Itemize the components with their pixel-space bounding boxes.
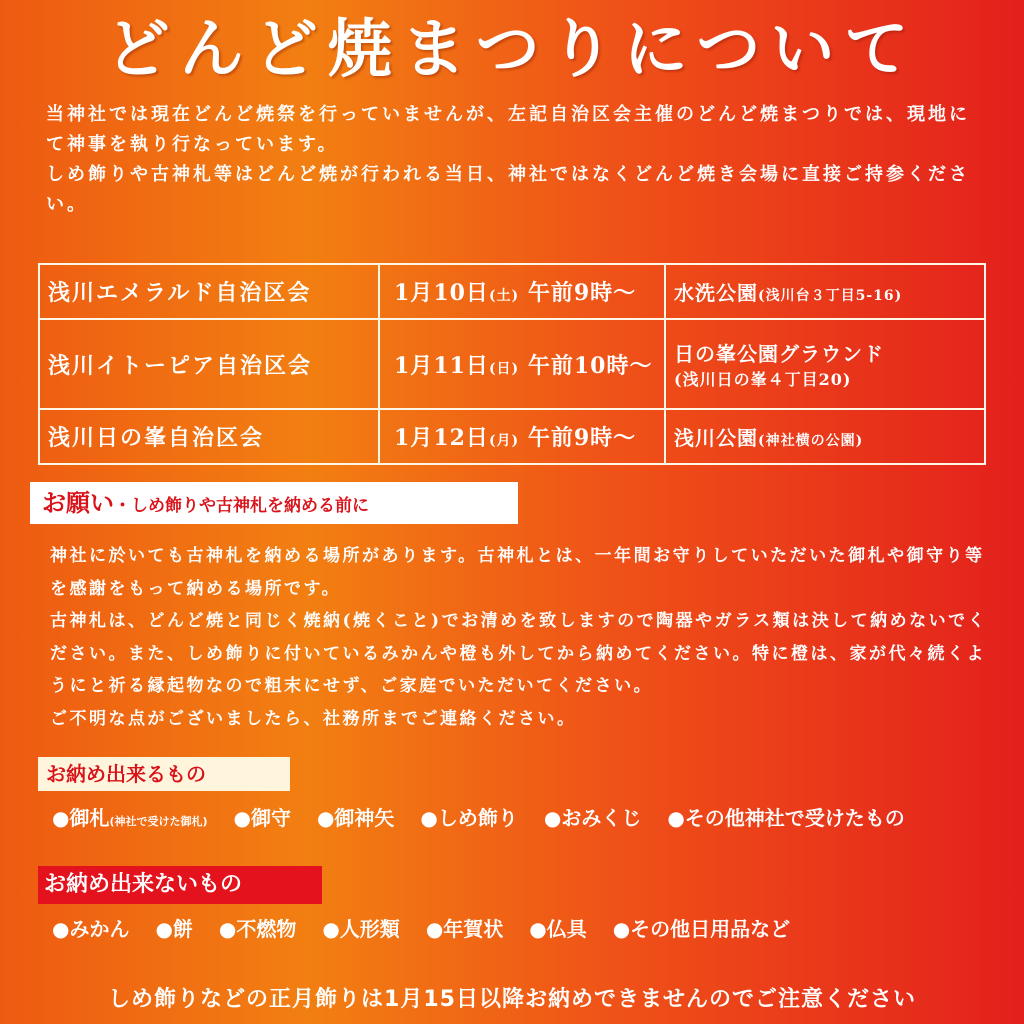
date-cell xyxy=(379,409,665,464)
venue-address: (浅川台３丁目5-16) xyxy=(758,288,903,304)
request-paragraph: 神社に於いても古神札を納める場所があります。古神札とは、一年間お守りしていただいた御札や御守り等を感謝をもって納める場所です。 xyxy=(50,546,985,599)
venue-cell xyxy=(665,319,985,409)
venue-address: (浅川日の峯４丁目20) xyxy=(674,370,852,389)
date-day: 12日 xyxy=(433,425,489,451)
intro-text xyxy=(46,100,986,220)
list-item: ●その他神社で受けたもの xyxy=(667,805,905,830)
start-time: 午前9時〜 xyxy=(527,280,637,306)
venue-cell xyxy=(665,264,985,319)
list-item: ●しめ飾り xyxy=(420,805,518,830)
venue-address: (神社横の公園) xyxy=(758,433,864,449)
intro-paragraph: しめ飾りや古神札等はどんど焼が行われる当日、神社ではなくどんど焼き会場に直接ご持参ください。 xyxy=(46,164,970,215)
list-item: ●おみくじ xyxy=(543,805,642,830)
date-month: 1月 xyxy=(394,280,434,306)
list-item: ●御札(神社で受けた御札) xyxy=(52,805,208,830)
request-heading: お願い xyxy=(42,489,114,517)
request-subheading: ・しめ飾りや古神札を納める前に xyxy=(114,496,369,516)
schedule-table xyxy=(38,263,986,465)
table-row xyxy=(39,319,985,409)
date-weekday: (日) xyxy=(488,360,520,377)
request-text xyxy=(50,540,996,735)
list-item: ●仏具 xyxy=(529,916,587,941)
list-item: ●みかん xyxy=(52,916,130,941)
item-note: (神社で受けた御札) xyxy=(109,814,208,828)
venue-name: 浅川公園 xyxy=(674,426,758,450)
start-time: 午前9時〜 xyxy=(527,425,637,451)
table-row xyxy=(39,264,985,319)
list-item: ●その他日用品など xyxy=(612,916,791,941)
accepted-items-heading: お納め出来るもの xyxy=(38,757,290,791)
start-time: 午前10時〜 xyxy=(527,352,653,379)
list-item: ●餅 xyxy=(155,916,193,941)
date-cell xyxy=(379,319,665,409)
list-item: ●御神矢 xyxy=(316,805,395,830)
table-row xyxy=(39,409,985,464)
list-item: ●人形類 xyxy=(322,916,400,941)
date-cell xyxy=(379,264,665,319)
group-cell: 浅川イトーピア自治区会 xyxy=(39,319,379,409)
list-item: ●不燃物 xyxy=(218,916,297,941)
venue-cell xyxy=(665,409,985,464)
request-banner xyxy=(30,482,518,524)
date-day: 10日 xyxy=(433,280,489,306)
date-weekday: (月) xyxy=(488,433,520,449)
date-month: 1月 xyxy=(394,352,434,379)
venue-name: 日の峯公園グラウンド xyxy=(674,342,884,366)
request-paragraph: ご不明な点がございましたら、社務所までご連絡ください。 xyxy=(50,708,577,729)
venue-name: 水洗公園 xyxy=(674,281,758,305)
request-paragraph: 古神札は、どんど焼と同じく焼納(焼くこと)でお清めを致しますので陶器やガラス類は決して納めないでください。また、しめ飾りに付いているみかんや橙も外してから納めてください。特に橙は、家が代々続くようにと祈る縁起物なので粗末にせず、ご家庭でいただいてください。 xyxy=(50,611,988,696)
date-month: 1月 xyxy=(394,425,434,451)
rejected-items-heading: お納め出来ないもの xyxy=(38,866,322,904)
intro-paragraph: 当神社では現在どんど焼祭を行っていませんが、左記自治区会主催のどんど焼まつりでは、現地にて神事を執り行なっています。 xyxy=(46,104,970,155)
accepted-items-list xyxy=(52,798,1012,834)
footer-notice: しめ飾りなどの正月飾りは1月15日以降お納めできませんのでご注意ください xyxy=(108,987,916,1012)
list-item: ●年賀状 xyxy=(425,916,504,941)
group-cell: 浅川エメラルド自治区会 xyxy=(39,264,379,319)
group-cell: 浅川日の峯自治区会 xyxy=(39,409,379,464)
date-weekday: (土) xyxy=(488,288,520,304)
rejected-items-list xyxy=(52,910,1012,944)
list-item: ●御守 xyxy=(233,805,291,830)
page-title: どんど焼まつりについて xyxy=(105,12,919,87)
date-day: 11日 xyxy=(433,352,489,379)
